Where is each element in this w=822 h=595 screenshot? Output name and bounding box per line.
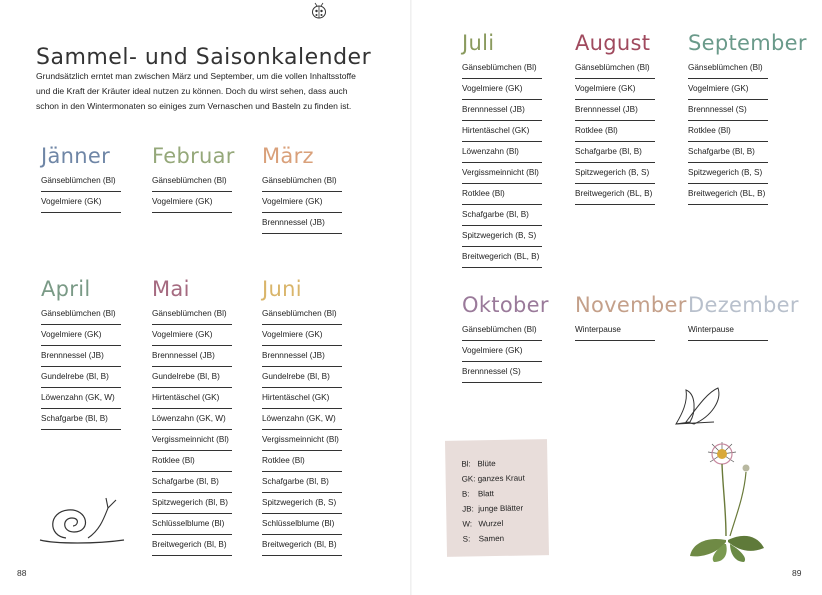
list-item: Schlüsselblume (Bl) (262, 516, 342, 535)
list-item: Vogelmiere (GK) (152, 327, 232, 346)
list-item: Spitzwegerich (B, S) (262, 495, 342, 514)
month-name: September (688, 31, 807, 55)
snail-icon (36, 494, 128, 548)
month-name: November (575, 293, 687, 317)
list-item: Winterpause (575, 322, 655, 341)
list-item: Gundelrebe (Bl, B) (152, 369, 232, 388)
month-jaenner (41, 143, 141, 215)
list-item: Vogelmiere (GK) (262, 327, 342, 346)
legend-row: B: Blatt (461, 489, 495, 499)
list-item: Schafgarbe (Bl, B) (152, 474, 232, 493)
list-item: Hirtentäschel (GK) (152, 390, 232, 409)
list-item: Gänseblümchen (Bl) (41, 306, 121, 325)
month-september (688, 30, 807, 207)
list-item: Gänseblümchen (Bl) (462, 60, 542, 79)
list-item: Spitzwegerich (B, S) (575, 165, 655, 184)
list-item: Brennnessel (JB) (41, 348, 121, 367)
page-title: Sammel- und Saisonkalender (36, 44, 372, 70)
ladybug-icon (309, 2, 329, 20)
list-item: Gundelrebe (Bl, B) (41, 369, 121, 388)
month-juni (262, 276, 362, 558)
page-number-left: 88 (17, 568, 27, 578)
list-item: Rotklee (Bl) (152, 453, 232, 472)
list-item: Vogelmiere (GK) (41, 327, 121, 346)
list-item: Breitwegerich (Bl, B) (152, 537, 232, 556)
list-item: Löwenzahn (GK, W) (41, 390, 121, 409)
butterfly-icon (672, 384, 724, 430)
list-item: Vogelmiere (GK) (462, 343, 542, 362)
list-item: Rotklee (Bl) (462, 186, 542, 205)
list-item: Brennnessel (JB) (575, 102, 655, 121)
legend-row: S: Samen (462, 533, 505, 544)
list-item: Schafgarbe (Bl, B) (262, 474, 342, 493)
list-item: Vergissmeinnicht (Bl) (262, 432, 342, 451)
list-item: Brennnessel (JB) (462, 102, 542, 121)
list-item: Vogelmiere (GK) (462, 81, 542, 100)
month-name: Oktober (462, 293, 549, 317)
month-name: April (41, 277, 91, 301)
list-item: Winterpause (688, 322, 768, 341)
month-name: Jänner (41, 144, 111, 168)
list-item: Löwenzahn (GK, W) (152, 411, 232, 430)
list-item: Breitwegerich (BL, B) (462, 249, 542, 268)
month-april (41, 276, 141, 432)
list-item: Gundelrebe (Bl, B) (262, 369, 342, 388)
intro-text: Grundsätzlich erntet man zwischen März und September, um die vollen Inhaltsstoffe und die Kraft der Kräuter ideal nutzen zu können. Doch du wirst sehen, dass auch schon in den Wintermonaten so einiges zum Vernaschen und Basteln zu finden ist. (36, 70, 356, 111)
list-item: Vogelmiere (GK) (262, 194, 342, 213)
list-item: Gänseblümchen (Bl) (152, 306, 232, 325)
list-item: Breitwegerich (BL, B) (688, 186, 768, 205)
legend-row: GK: ganzes Kraut (461, 473, 525, 484)
list-item: Breitwegerich (BL, B) (575, 186, 655, 205)
legend-row: W: Wurzel (462, 518, 504, 529)
month-name: März (262, 144, 314, 168)
list-item: Vogelmiere (GK) (152, 194, 232, 213)
legend-row: JB: junge Blätter (462, 503, 524, 514)
month-name: Februar (152, 144, 235, 168)
list-item: Vogelmiere (GK) (575, 81, 655, 100)
list-item: Vergissmeinnicht (Bl) (462, 165, 542, 184)
list-item: Rotklee (Bl) (262, 453, 342, 472)
list-item: Schafgarbe (Bl, B) (688, 144, 768, 163)
book-gutter (410, 0, 412, 595)
month-februar (152, 143, 252, 215)
list-item: Vogelmiere (GK) (688, 81, 768, 100)
month-name: Mai (152, 277, 190, 301)
list-item: Gänseblümchen (Bl) (262, 173, 342, 192)
month-name: August (575, 31, 651, 55)
list-item: Brennnessel (JB) (262, 215, 342, 234)
list-item: Rotklee (Bl) (688, 123, 768, 142)
month-name: Juni (262, 277, 302, 301)
list-item: Gänseblümchen (Bl) (575, 60, 655, 79)
list-item: Schafgarbe (Bl, B) (462, 207, 542, 226)
list-item: Spitzwegerich (B, S) (688, 165, 768, 184)
month-november (575, 292, 687, 343)
list-item: Gänseblümchen (Bl) (688, 60, 768, 79)
list-item: Hirtentäschel (GK) (262, 390, 342, 409)
list-item: Löwenzahn (GK, W) (262, 411, 342, 430)
month-august (575, 30, 675, 207)
month-juli (462, 30, 562, 270)
list-item: Gänseblümchen (Bl) (262, 306, 342, 325)
list-item: Schlüsselblume (Bl) (152, 516, 232, 535)
list-item: Vogelmiere (GK) (41, 194, 121, 213)
month-dezember (688, 292, 799, 343)
list-item: Vergissmeinnicht (Bl) (152, 432, 232, 451)
list-item: Gänseblümchen (Bl) (41, 173, 121, 192)
list-item: Gänseblümchen (Bl) (152, 173, 232, 192)
legend-note (445, 439, 549, 557)
month-mai (152, 276, 252, 558)
list-item: Spitzwegerich (B, S) (462, 228, 542, 247)
list-item: Schafgarbe (Bl, B) (41, 411, 121, 430)
list-item: Gänseblümchen (Bl) (462, 322, 542, 341)
month-maerz (262, 143, 362, 236)
list-item: Brennnessel (JB) (262, 348, 342, 367)
list-item: Breitwegerich (Bl, B) (262, 537, 342, 556)
list-item: Spitzwegerich (Bl, B) (152, 495, 232, 514)
month-oktober (462, 292, 562, 385)
daisy-icon (686, 440, 766, 564)
list-item: Brennnessel (S) (688, 102, 768, 121)
month-name: Juli (462, 31, 495, 55)
list-item: Löwenzahn (Bl) (462, 144, 542, 163)
list-item: Rotklee (Bl) (575, 123, 655, 142)
month-name: Dezember (688, 293, 799, 317)
page-number-right: 89 (792, 568, 802, 578)
list-item: Schafgarbe (Bl, B) (575, 144, 655, 163)
list-item: Brennnessel (JB) (152, 348, 232, 367)
list-item: Hirtentäschel (GK) (462, 123, 542, 142)
legend-row: Bl: Blüte (461, 459, 496, 469)
list-item: Brennnessel (S) (462, 364, 542, 383)
